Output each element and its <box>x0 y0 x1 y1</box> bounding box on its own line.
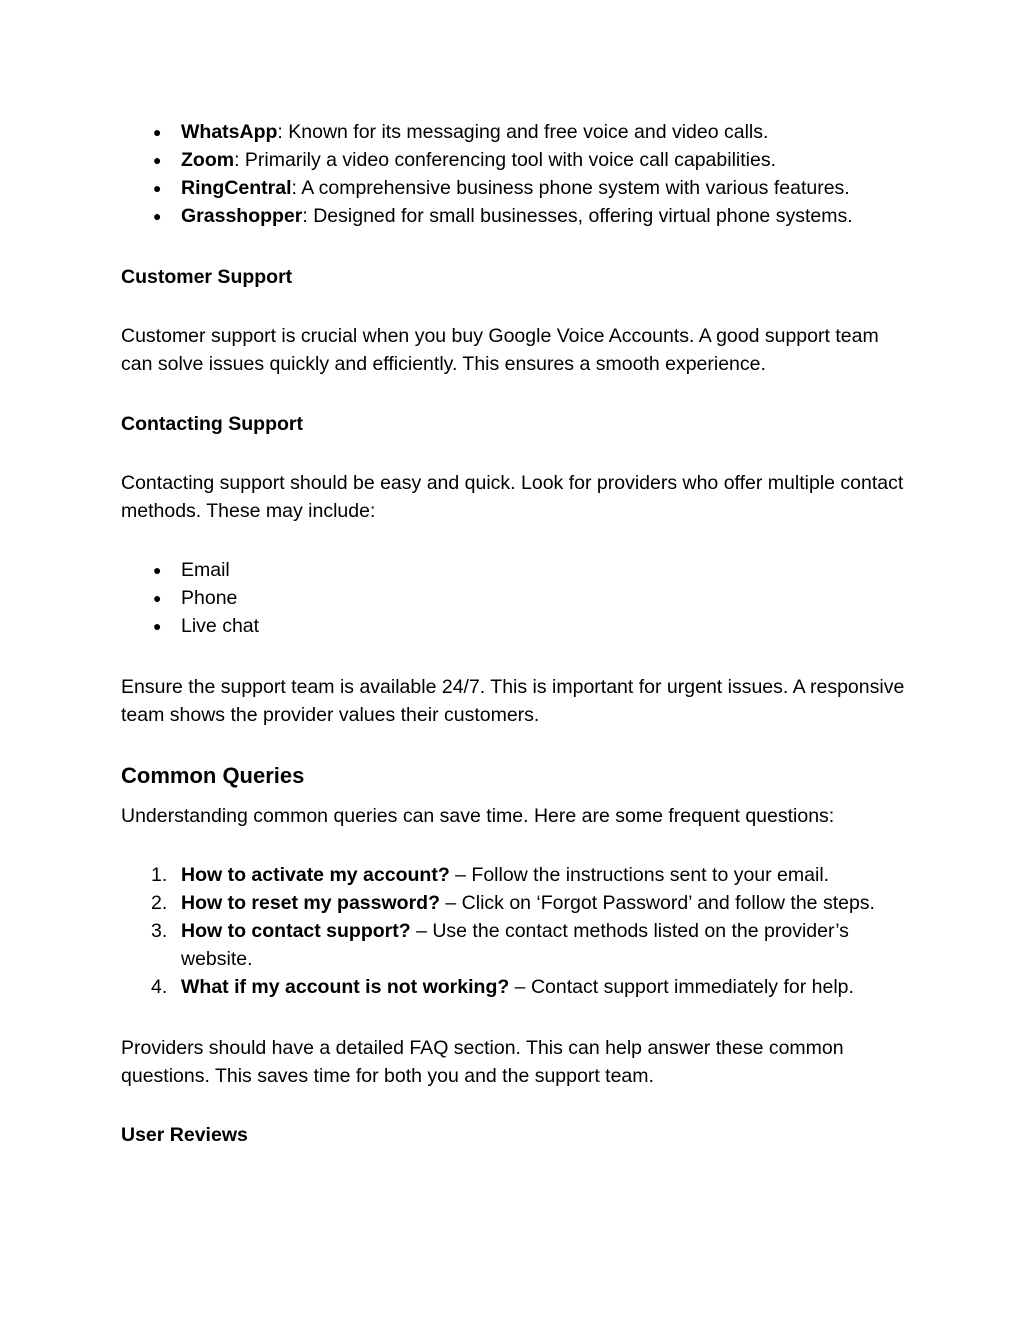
common-queries-intro: Understanding common queries can save time. Here are some frequent questions: <box>121 805 835 827</box>
list-item <box>121 202 911 230</box>
list-number: 4. <box>151 976 168 998</box>
list-item-desc: : Designed for small businesses, offering virtual phone systems. <box>302 205 853 227</box>
query-answer: – Contact support immediately for help. <box>509 976 854 998</box>
customer-support-paragraph: Customer support is crucial when you buy Google Voice Accounts. A good support team can solve issues quickly and efficiently. This ensures a smooth experience. <box>121 325 879 375</box>
contact-method: Live chat <box>181 615 260 637</box>
customer-support-heading: Customer Support <box>121 266 293 288</box>
bullet-icon: ● <box>153 590 162 606</box>
list-item <box>121 861 911 889</box>
list-item <box>121 174 911 202</box>
query-question: How to reset my password? <box>181 892 440 914</box>
query-answer: – Use the contact methods listed on the provider’s website. <box>181 920 849 970</box>
bullet-icon: ● <box>153 208 162 224</box>
list-item <box>121 889 911 917</box>
query-answer: – Follow the instructions sent to your email. <box>449 864 830 886</box>
list-number: 3. <box>151 920 168 942</box>
bullet-icon: ● <box>153 152 162 168</box>
query-question: What if my account is not working? <box>181 976 510 998</box>
contacting-support-heading: Contacting Support <box>121 413 303 435</box>
list-item-desc: : Known for its messaging and free voice and video calls. <box>277 121 769 143</box>
contacting-support-paragraph: Contacting support should be easy and quick. Look for providers who offer multiple contact methods. These may include: <box>121 472 904 522</box>
list-item-term: Zoom <box>181 149 235 171</box>
list-item <box>121 584 911 612</box>
common-queries-list <box>121 861 911 1001</box>
contact-method: Email <box>181 559 230 581</box>
query-answer: – Click on ‘Forgot Password’ and follow the steps. <box>439 892 875 914</box>
support-availability-paragraph: Ensure the support team is available 24/7. This is important for urgent issues. A responsive team shows the provider values their customers. <box>121 676 905 726</box>
user-reviews-heading: User Reviews <box>121 1124 248 1146</box>
list-item <box>121 612 911 640</box>
list-item <box>121 973 911 1001</box>
bullet-icon: ● <box>153 124 162 140</box>
common-queries-heading: Common Queries <box>121 763 305 788</box>
list-item <box>121 917 911 973</box>
list-item-term: RingCentral <box>181 177 292 199</box>
list-item-term: WhatsApp <box>181 121 278 143</box>
list-item-desc: : A comprehensive business phone system with various features. <box>291 177 850 199</box>
bullet-icon: ● <box>153 562 162 578</box>
query-question: How to contact support? <box>181 920 411 942</box>
list-number: 1. <box>151 864 168 886</box>
contact-methods-list <box>121 556 911 640</box>
list-item <box>121 118 911 146</box>
list-item-term: Grasshopper <box>181 205 303 227</box>
list-number: 2. <box>151 892 168 914</box>
query-question: How to activate my account? <box>181 864 450 886</box>
communication-apps-list <box>121 118 911 230</box>
contact-method: Phone <box>181 587 238 609</box>
list-item <box>121 556 911 584</box>
list-item-desc: : Primarily a video conferencing tool with voice call capabilities. <box>234 149 776 171</box>
bullet-icon: ● <box>153 180 162 196</box>
bullet-icon: ● <box>153 618 162 634</box>
faq-paragraph: Providers should have a detailed FAQ section. This can help answer these common questions. This saves time for both you and the support team. <box>121 1037 844 1087</box>
list-item <box>121 146 911 174</box>
